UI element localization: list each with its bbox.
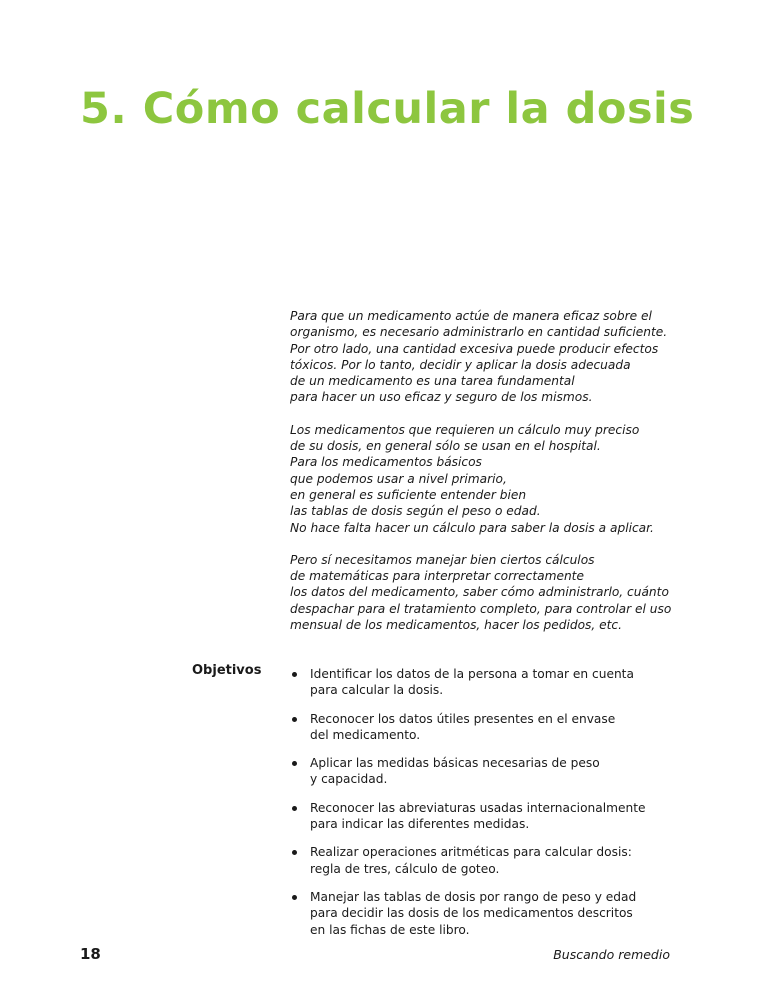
intro-paragraph: Pero sí necesitamos manejar bien ciertos cálculos de matemáticas para interpretar correctamente los datos del medicamento, saber cómo administrarlo, cuánto despachar para el tratamiento completo, para controlar el uso mensual de los medicamentos, hacer los pedidos, etc.	[290, 552, 672, 633]
bullet-icon	[292, 761, 297, 766]
objective-text: Aplicar las medidas básicas necesarias de peso y capacidad.	[310, 756, 600, 787]
intro-paragraph: Los medicamentos que requieren un cálculo muy preciso de su dosis, en general sólo se usan en el hospital. Para los medicamentos básicos que podemos usar a nivel primario, en general es suficiente entender bien las tablas de dosis según el peso o edad. No hace falta hacer un cálculo para saber la dosis a aplicar.	[290, 422, 654, 535]
objective-text: Reconocer las abreviaturas usadas internacionalmente para indicar las diferentes medidas.	[310, 800, 646, 832]
book-title-footer: Buscando remedio	[553, 947, 670, 962]
intro-text	[290, 308, 690, 649]
bullet-icon	[292, 806, 297, 811]
objective-item	[290, 844, 690, 877]
objective-item	[290, 889, 690, 938]
objective-text: Reconocer los datos útiles presentes en el envase del medicamento.	[310, 711, 616, 742]
objectives-list	[290, 666, 690, 950]
chapter-title: 5. Cómo calcular la dosis	[80, 84, 695, 134]
objective-item	[290, 755, 690, 788]
page-number: 18	[80, 945, 101, 963]
objective-item	[290, 800, 690, 833]
objective-text: Manejar las tablas de dosis por rango de peso y edad para decidir las dosis de los medicamentos descritos en las fichas de este libro.	[310, 889, 637, 937]
objective-item	[290, 666, 690, 699]
objectives-heading: Objetivos	[192, 663, 262, 678]
bullet-icon	[292, 895, 297, 900]
intro-paragraph: Para que un medicamento actúe de manera eficaz sobre el organismo, es necesario administrarlo en cantidad suficiente. Por otro lado, una cantidad excesiva puede producir efectos tóxicos. Por lo tanto, decidir y aplicar la dosis adecuada de un medicamento es una tarea fundamental para hacer un uso eficaz y seguro de los mismos.	[290, 309, 668, 405]
bullet-icon	[292, 717, 297, 722]
objective-item	[290, 711, 690, 744]
bullet-icon	[292, 672, 297, 677]
objective-text: Realizar operaciones aritméticas para calcular dosis: regla de tres, cálculo de goteo.	[310, 845, 632, 876]
bullet-icon	[292, 850, 297, 855]
objective-text: Identificar los datos de la persona a tomar en cuenta para calcular la dosis.	[310, 667, 634, 698]
